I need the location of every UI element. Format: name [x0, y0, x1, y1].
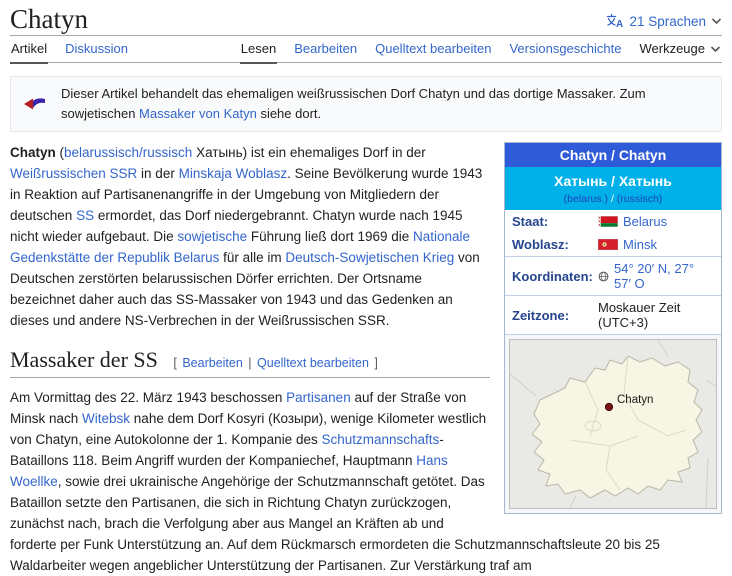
belarus-flag-icon: [598, 216, 618, 227]
text-segment: siehe dort.: [256, 106, 322, 122]
link-nationale-gedenkstaette[interactable]: Nationale Gedenkstätte der Republik Belarus: [10, 229, 471, 266]
link-schutzmannschaft[interactable]: Schutzmannschafts: [321, 431, 440, 447]
text-segment: für alle im: [219, 250, 286, 266]
edit-source-link[interactable]: Quelltext bearbeiten: [257, 356, 369, 371]
link-witebsk[interactable]: Witebsk: [82, 410, 131, 426]
bracket-close: ]: [374, 356, 378, 371]
section-heading-massaker: [10, 347, 490, 377]
tab-artikel[interactable]: Artikel: [10, 36, 48, 62]
link-deutsch-sowjetischer-krieg[interactable]: Deutsch-Sowjetischen Krieg: [285, 250, 455, 266]
page-title: Chatyn: [10, 4, 88, 34]
koordinaten-label: Koordinaten:: [512, 268, 593, 284]
infobox-map-section: [505, 334, 721, 513]
infobox-native-name: Хатынь / Хатынь: [554, 173, 672, 190]
translate-icon: [606, 13, 624, 29]
tab-bar: [10, 36, 722, 63]
link-koordinaten[interactable]: 54° 20′ N, 27° 57′ O: [614, 261, 695, 292]
infobox-language-links: [507, 193, 719, 205]
tab-bearbeiten[interactable]: Bearbeiten: [294, 41, 358, 57]
tab-diskussion[interactable]: Diskussion: [65, 41, 128, 57]
location-map[interactable]: [509, 339, 717, 509]
svg-text:A: A: [616, 19, 624, 30]
infobox-row-zeitzone: [505, 295, 721, 334]
text-segment: Dieser Artikel behandelt das ehemaligen weißrussischen Dorf Chatyn und das dortige Massaker. Zum sowjetischen: [61, 86, 646, 122]
zeitzone-value: Moskauer Zeit (UTC+3): [598, 300, 681, 331]
map-marker-dot: [605, 404, 612, 411]
bracket-open: [: [173, 356, 177, 371]
text-segment: Am Vormittag des 22. März 1943 beschossen: [10, 389, 287, 405]
edit-separator: |: [248, 356, 252, 371]
globe-icon: [598, 271, 609, 282]
link-partisanen[interactable]: Partisanen: [286, 389, 351, 405]
link-belarus[interactable]: Belarus: [623, 214, 668, 230]
link-weissrussische-ssr[interactable]: Weißrussischen SSR: [10, 166, 138, 182]
text-segment: -Bataillons 118. Beim Angriff wurden der Kompaniechef, Hauptmann: [10, 431, 444, 468]
link-russisch[interactable]: (russisch): [616, 193, 663, 206]
zeitzone-label: Zeitzone:: [512, 307, 570, 323]
link-massaker-von-katyn[interactable]: Massaker von Katyn: [139, 106, 257, 122]
infobox-native-header: [505, 167, 721, 210]
map-marker-label: Chatyn: [617, 394, 654, 407]
text-segment: auf der Straße von Minsk nach: [10, 389, 467, 426]
language-count-label: 21 Sprachen: [629, 13, 706, 29]
text-segment: (: [55, 145, 65, 161]
text-segment: Chatyn: [10, 145, 56, 161]
link-hans-woellke[interactable]: Hans Woellke: [10, 452, 448, 489]
link-minskaja-woblasz[interactable]: Minskaja Woblasz: [178, 166, 288, 182]
link-belarussisch-russisch[interactable]: belarussisch/russisch: [64, 145, 193, 161]
link-belarusisch[interactable]: (belarus.): [563, 193, 609, 206]
lang-separator: /: [608, 193, 617, 206]
text-segment: in der: [137, 166, 179, 182]
article-body: [10, 142, 722, 575]
text-segment: von Deutschen zerstörten belarussischen Dörfer errichten. Der Ortsname bezeichnet daher auch das SS-Massaker von 1943 und das Gedenken an dieses und andere NS-Verbrechen in der Weißrussischen SSR.: [10, 250, 480, 329]
tab-quelltext-bearbeiten[interactable]: Quelltext bearbeiten: [375, 41, 492, 57]
infobox-title: Chatyn / Chatyn: [505, 143, 721, 167]
chevron-down-icon: [710, 45, 721, 53]
infobox: [504, 142, 722, 514]
edit-section-links: [173, 356, 378, 370]
text-segment: ermordet, das Dorf niedergebrannt. Chatyn wurde nach 1945 nicht wieder aufgebaut. Die: [10, 208, 463, 245]
hatnote-text: [61, 84, 709, 124]
link-minsk[interactable]: Minsk: [623, 237, 657, 253]
link-ss[interactable]: SS: [76, 208, 95, 224]
infobox-row-koordinaten: [505, 256, 721, 295]
woblasz-label: Woblasz:: [512, 237, 569, 253]
text-segment: Хатынь) ist ein ehemaliges Dorf in der: [192, 145, 426, 161]
tools-label: Werkzeuge: [639, 41, 705, 57]
text-segment: , sowie drei ukrainische Angehörige der Schutzmannschaft getötet. Das Bataillon setzte den Partisanen, die sich in Richtung Chatyn zurückzogen, zunächst nach, brach die Verfolgung aber aus Mangel an Kräften ab und forderte per Funk Unterstützung an. Auf dem Rückmarsch ermordeten die Schutzmannschaftsleute 20 bis 25 Waldarbeiter wegen angeblicher Unterstützung der Partisanen. Zur Verstärkung traf am: [10, 473, 660, 573]
language-selector[interactable]: [606, 13, 722, 33]
redirect-arrow-icon: [23, 93, 47, 115]
title-bar: [10, 0, 722, 36]
view-tabs: [224, 36, 722, 62]
tab-versionsgeschichte[interactable]: Versionsgeschichte: [509, 41, 622, 57]
text-segment: nahe dem Dorf Kosyri (Козыри), wenige Kilometer westlich von Chatyn, eine Autokolonne der 1. Kompanie des: [10, 410, 487, 447]
staat-label: Staat:: [512, 214, 549, 230]
link-sowjetische[interactable]: sowjetische: [177, 229, 248, 245]
text-segment: . Seine Bevölkerung wurde 1943 in Reaktion auf Partisanenangriffe in der Umgebung von Mitgliedern der deutschen: [10, 166, 483, 224]
infobox-row-staat: [505, 210, 721, 233]
namespace-tabs: [10, 36, 145, 62]
hatnote: [10, 76, 722, 132]
tab-lesen[interactable]: Lesen: [240, 36, 277, 62]
chevron-down-icon: [711, 17, 722, 25]
tools-menu[interactable]: [638, 36, 722, 62]
infobox-row-woblasz: [505, 233, 721, 256]
section-heading-text: Massaker der SS: [10, 347, 158, 373]
minsk-woblasz-flag-icon: [598, 239, 618, 250]
text-segment: Führung ließ dort 1969 die: [247, 229, 413, 245]
edit-link[interactable]: Bearbeiten: [182, 356, 243, 371]
